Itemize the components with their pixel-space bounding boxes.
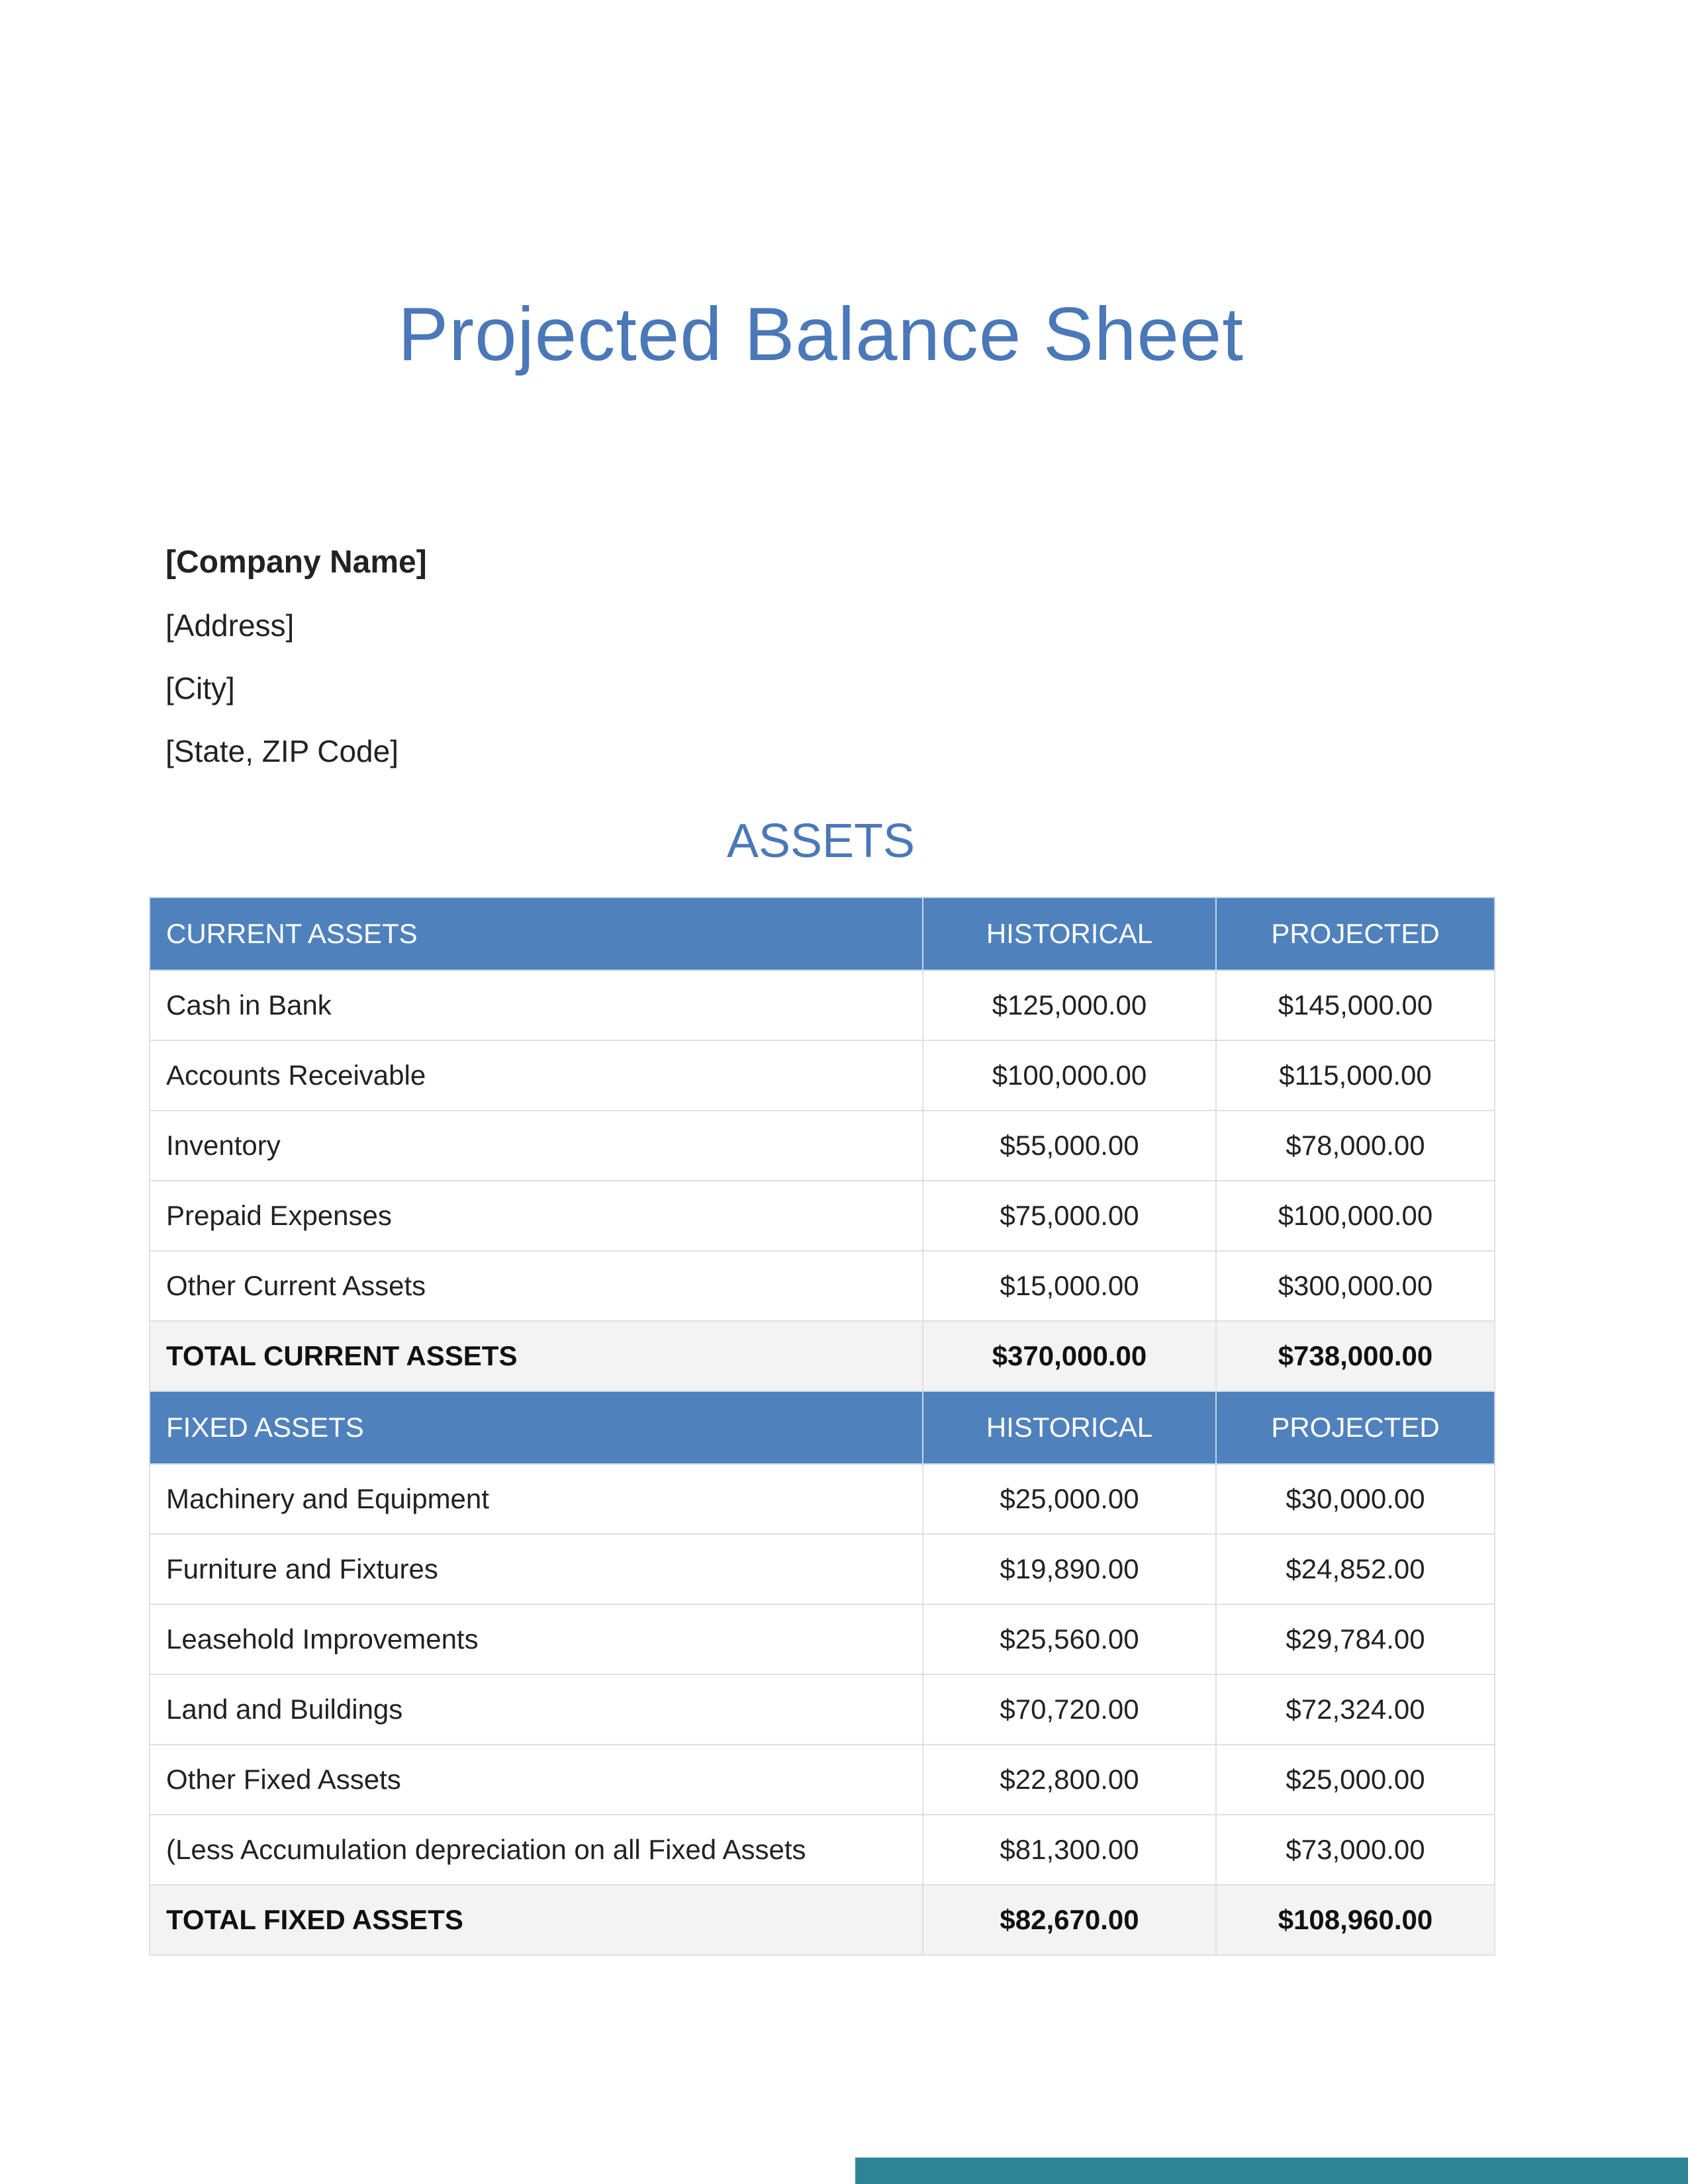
row-historical: $125,000.00 [923, 970, 1216, 1040]
fixed-assets-header-historical: HISTORICAL [923, 1391, 1216, 1464]
total-projected: $108,960.00 [1216, 1885, 1495, 1955]
row-historical: $55,000.00 [923, 1111, 1216, 1181]
row-label: Other Current Assets [150, 1251, 923, 1321]
current-assets-header-historical: HISTORICAL [923, 897, 1216, 970]
total-label: TOTAL FIXED ASSETS [150, 1885, 923, 1955]
total-historical: $82,670.00 [923, 1885, 1216, 1955]
row-historical: $70,720.00 [923, 1674, 1216, 1745]
row-historical: $75,000.00 [923, 1181, 1216, 1251]
row-historical: $100,000.00 [923, 1040, 1216, 1111]
current-assets-header-row [150, 897, 1495, 970]
row-label: Land and Buildings [150, 1674, 923, 1745]
row-projected: $24,852.00 [1216, 1534, 1495, 1604]
total-projected: $738,000.00 [1216, 1321, 1495, 1391]
row-label: Accounts Receivable [150, 1040, 923, 1111]
current-assets-header-projected: PROJECTED [1216, 897, 1495, 970]
table-row [150, 1251, 1495, 1321]
row-historical: $22,800.00 [923, 1745, 1216, 1815]
assets-section-title: ASSETS [726, 815, 915, 868]
row-historical: $15,000.00 [923, 1251, 1216, 1321]
row-projected: $30,000.00 [1216, 1464, 1495, 1534]
total-fixed-assets-row [150, 1885, 1495, 1955]
row-label: Machinery and Equipment [150, 1464, 923, 1534]
assets-table [149, 897, 1495, 1956]
fixed-assets-header-projected: PROJECTED [1216, 1391, 1495, 1464]
row-projected: $73,000.00 [1216, 1815, 1495, 1885]
row-historical: $25,000.00 [923, 1464, 1216, 1534]
row-projected: $100,000.00 [1216, 1181, 1495, 1251]
row-projected: $78,000.00 [1216, 1111, 1495, 1181]
footer-accent-bar [855, 2158, 1688, 2184]
table-row [150, 1815, 1495, 1885]
total-historical: $370,000.00 [923, 1321, 1216, 1391]
row-projected: $300,000.00 [1216, 1251, 1495, 1321]
row-historical: $25,560.00 [923, 1604, 1216, 1674]
table-row [150, 970, 1495, 1040]
row-label: Prepaid Expenses [150, 1181, 923, 1251]
row-label: Leasehold Improvements [150, 1604, 923, 1674]
row-label: Cash in Bank [150, 970, 923, 1040]
fixed-assets-header-label: FIXED ASSETS [150, 1391, 923, 1464]
row-projected: $145,000.00 [1216, 970, 1495, 1040]
company-name: [Company Name] [165, 545, 427, 580]
table-row [150, 1040, 1495, 1111]
row-historical: $81,300.00 [923, 1815, 1216, 1885]
row-historical: $19,890.00 [923, 1534, 1216, 1604]
table-row [150, 1604, 1495, 1674]
company-city: [City] [165, 671, 235, 705]
row-label: Other Fixed Assets [150, 1745, 923, 1815]
table-row [150, 1674, 1495, 1745]
row-label: Furniture and Fixtures [150, 1534, 923, 1604]
total-label: TOTAL CURRENT ASSETS [150, 1321, 923, 1391]
company-state-zip: [State, ZIP Code] [165, 734, 399, 768]
row-projected: $115,000.00 [1216, 1040, 1495, 1111]
row-projected: $29,784.00 [1216, 1604, 1495, 1674]
table-row [150, 1181, 1495, 1251]
row-projected: $25,000.00 [1216, 1745, 1495, 1815]
fixed-assets-header-row [150, 1391, 1495, 1464]
row-projected: $72,324.00 [1216, 1674, 1495, 1745]
total-current-assets-row [150, 1321, 1495, 1391]
table-row [150, 1745, 1495, 1815]
document-title: Projected Balance Sheet [398, 293, 1244, 377]
table-row [150, 1534, 1495, 1604]
table-row [150, 1464, 1495, 1534]
row-label: Inventory [150, 1111, 923, 1181]
company-address: [Address] [165, 608, 295, 643]
company-info [165, 543, 427, 794]
current-assets-header-label: CURRENT ASSETS [150, 897, 923, 970]
table-row [150, 1111, 1495, 1181]
row-label: (Less Accumulation depreciation on all Fixed Assets [150, 1815, 923, 1885]
